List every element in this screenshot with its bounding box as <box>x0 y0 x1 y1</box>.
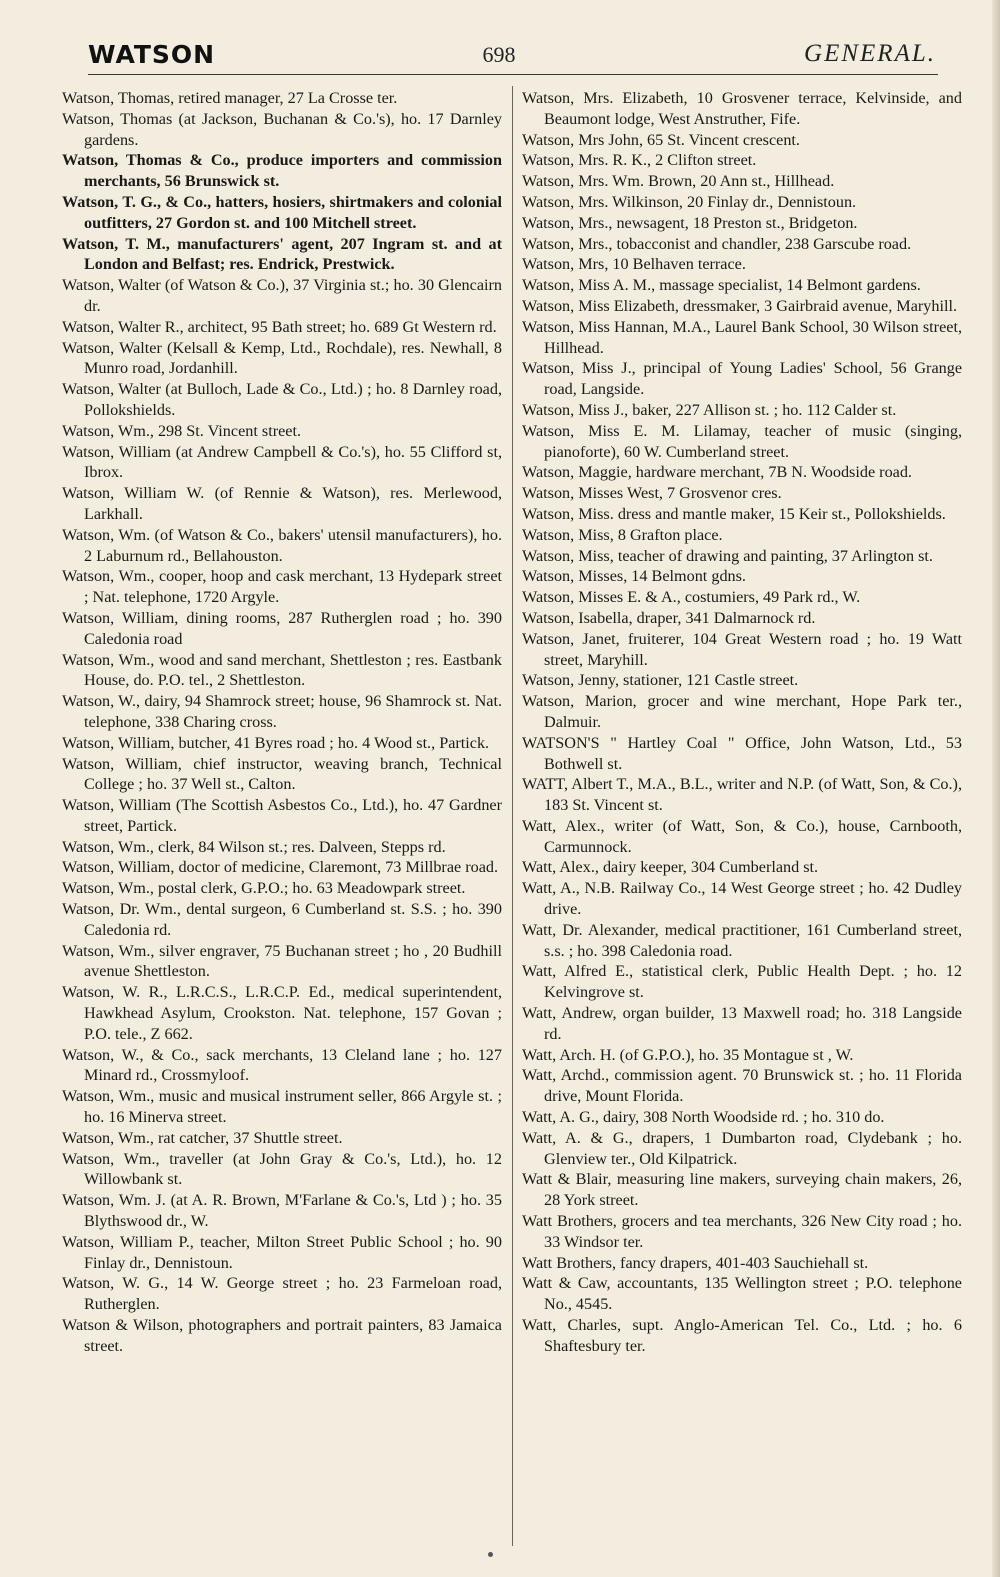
directory-entry: Watson, Walter (of Watson & Co.), 37 Virginia st.; ho. 30 Glencairn dr. <box>62 276 502 315</box>
directory-entry: Watson, Miss Elizabeth, dressmaker, 3 Gairbraid avenue, Maryhill. <box>522 296 957 315</box>
directory-entry: Watt & Blair, measuring line makers, surveying chain makers, 26, 28 York street. <box>522 1170 962 1210</box>
directory-entry: Watson, Wm., wood and sand merchant, Shettleston ; res. Eastbank House, do. P.O. tel., 2 Shettleston. <box>62 650 502 690</box>
directory-entry: Watson, Miss A. M., massage specialist, 14 Belmont gardens. <box>522 276 921 295</box>
directory-entry: Watson, Janet, fruiterer, 104 Great Western road ; ho. 19 Watt street, Maryhill. <box>522 629 962 669</box>
directory-entry: Watson, William, butcher, 41 Byres road ; ho. 4 Wood st., Partick. <box>62 733 490 752</box>
directory-entry: Watson, T. M., manufacturers' agent, 207 Ingram st. and at London and Belfast; res. Endrick, Prestwick. <box>62 234 502 274</box>
running-head-left: WATSON <box>88 40 216 69</box>
directory-entry: Watt, Alex., dairy keeper, 304 Cumberland st. <box>522 858 819 877</box>
directory-entry: Watson, William P., teacher, Milton Street Public School ; ho. 90 Finlay dr., Dennistoun. <box>62 1232 502 1272</box>
directory-entry: Watson, William (at Andrew Campbell & Co.'s), ho. 55 Clifford st, Ibrox. <box>62 442 502 482</box>
directory-entry: Watt, A. & G., drapers, 1 Dumbarton road, Clydebank ; ho. Glenview ter., Old Kilpatrick. <box>522 1128 962 1168</box>
page-number: 698 <box>482 42 516 67</box>
directory-entry: Watson, Thomas & Co., produce importers and commission merchants, 56 Brunswick st. <box>62 151 502 191</box>
directory-entry: Watson, Miss Hannan, M.A., Laurel Bank School, 30 Wilson street, Hillhead. <box>522 317 962 357</box>
directory-entry: Watson, Wm., silver engraver, 75 Buchanan street ; ho , 20 Budhill avenue Shettleston. <box>62 941 502 981</box>
directory-entry: Watson, Jenny, stationer, 121 Castle street. <box>522 671 799 690</box>
directory-entry: Watt Brothers, grocers and tea merchants, 326 New City road ; ho. 33 Windsor ter. <box>522 1212 962 1251</box>
directory-entry: Watson, Misses, 14 Belmont gdns. <box>522 567 746 586</box>
directory-entry: Watson, W., & Co., sack merchants, 13 Cleland lane ; ho. 127 Minard rd., Crossmyloof. <box>62 1045 502 1085</box>
directory-entry: Watson, Mrs., tobacconist and chandler, 238 Garscube road. <box>522 234 912 253</box>
directory-entry: Watson, Wm., music and musical instrument seller, 866 Argyle st. ; ho. 16 Minerva street. <box>62 1087 502 1127</box>
directory-entry: Watt, Arch. H. (of G.P.O.), ho. 35 Montague st , W. <box>522 1045 854 1064</box>
directory-entry: Watson, Wm. J. (at A. R. Brown, M'Farlane & Co.'s, Ltd ) ; ho. 35 Blythswood dr., W. <box>62 1191 502 1231</box>
directory-entry: Watson, W., dairy, 94 Shamrock street; house, 96 Shamrock st. Nat. telephone, 338 Charing cross. <box>62 692 502 731</box>
directory-entry: Watson, William (The Scottish Asbestos Co., Ltd.), ho. 47 Gardner street, Partick. <box>62 796 502 835</box>
directory-entry: Watson, William, doctor of medicine, Claremont, 73 Millbrae road. <box>62 858 499 877</box>
directory-entry: Watson & Wilson, photographers and portrait painters, 83 Jamaica street. <box>62 1316 502 1355</box>
directory-entry: Watson, Isabella, draper, 341 Dalmarnock rd. <box>522 608 816 627</box>
directory-entry: Watt, A. G., dairy, 308 North Woodside rd. ; ho. 310 do. <box>522 1108 885 1127</box>
directory-entry: Watson, Miss E. M. Lilamay, teacher of music (singing, pianoforte), 60 W. Cumberland street. <box>522 421 962 461</box>
directory-entry: Watson, William, chief instructor, weaving branch, Technical College ; ho. 37 Well st., Calton. <box>62 754 502 794</box>
directory-entry: Watson, W. G., 14 W. George street ; ho. 23 Farmeloan road, Rutherglen. <box>62 1274 502 1314</box>
directory-entry: Watson, Mrs John, 65 St. Vincent crescent. <box>522 130 800 149</box>
directory-entry: Watson, Wm., rat catcher, 37 Shuttle street. <box>62 1128 343 1147</box>
directory-entry: Watson, Wm., 298 St. Vincent street. <box>62 421 302 440</box>
left-column <box>62 88 502 1357</box>
directory-entry: Watt, Alfred E., statistical clerk, Public Health Dept. ; ho. 12 Kelvingrove st. <box>522 962 962 1002</box>
directory-entry: Watt & Caw, accountants, 135 Wellington street ; P.O. telephone No., 4545. <box>522 1274 962 1314</box>
right-column <box>522 88 962 1357</box>
directory-entry: Watson, Thomas, retired manager, 27 La Crosse ter. <box>62 89 398 107</box>
page-edge <box>992 0 1000 1577</box>
directory-entry: Watson, Walter (at Bulloch, Lade & Co., Ltd.) ; ho. 8 Darnley road, Pollokshields. <box>62 380 502 419</box>
page-header <box>60 34 938 78</box>
directory-entry: Watson, Miss J., principal of Young Ladies' School, 56 Grange road, Langside. <box>522 359 962 399</box>
directory-entry: Watson, Miss. dress and mantle maker, 15 Keir st., Pollokshields. <box>522 504 946 523</box>
directory-entry: Watson, Thomas (at Jackson, Buchanan & Co.'s), ho. 17 Darnley gardens. <box>62 109 502 149</box>
directory-entry: Watson, Wm. (of Watson & Co., bakers' utensil manufacturers), ho. 2 Laburnum rd., Bellahouston. <box>62 525 502 565</box>
column-divider <box>512 86 513 1546</box>
directory-entry: Watson, Mrs, 10 Belhaven terrace. <box>522 255 746 274</box>
printer-mark <box>488 1552 493 1557</box>
directory-entry: Watson, William W. (of Rennie & Watson), res. Merlewood, Larkhall. <box>62 484 502 523</box>
directory-entry: Watt, Alex., writer (of Watt, Son, & Co.), house, Carnbooth, Carmunnock. <box>522 816 962 856</box>
directory-entry: Watt, Charles, supt. Anglo-American Tel. Co., Ltd. ; ho. 6 Shaftesbury ter. <box>522 1316 962 1355</box>
directory-entry: Watson, Wm., traveller (at John Gray & Co.'s, Ltd.), ho. 12 Willowbank st. <box>62 1149 502 1189</box>
directory-entry: Watson, Mrs., newsagent, 18 Preston st., Bridgeton. <box>522 213 858 232</box>
directory-entry: Watt, Andrew, organ builder, 13 Maxwell road; ho. 318 Langside rd. <box>522 1004 962 1043</box>
directory-entry: Watt, A., N.B. Railway Co., 14 West George street ; ho. 42 Dudley drive. <box>522 879 962 919</box>
directory-entry: WATT, Albert T., M.A., B.L., writer and N.P. (of Watt, Son, & Co.), 183 St. Vincent st. <box>522 775 962 815</box>
directory-entry: Watson, Misses E. & A., costumiers, 49 Park rd., W. <box>522 588 861 607</box>
directory-entry: Watson, Mrs. R. K., 2 Clifton street. <box>522 151 757 170</box>
header-rule <box>88 74 938 75</box>
directory-entry: Watson, Maggie, hardware merchant, 7B N. Woodside road. <box>522 463 912 482</box>
directory-entry: Watson, Mrs. Elizabeth, 10 Grosvener terrace, Kelvinside, and Beaumont lodge, West Anstruther, Fife. <box>522 89 962 128</box>
directory-entry: Watt, Dr. Alexander, medical practitioner, 161 Cumberland street, s.s. ; ho. 398 Caledonia road. <box>522 920 962 960</box>
directory-entry: Watson, Walter (Kelsall & Kemp, Ltd., Rochdale), res. Newhall, 8 Munro road, Jordanhill. <box>62 338 502 378</box>
directory-entry: Watson, Miss, 8 Grafton place. <box>522 525 723 544</box>
directory-entry: Watson, Mrs. Wm. Brown, 20 Ann st., Hillhead. <box>522 172 835 191</box>
directory-entry: Watson, Misses West, 7 Grosvenor cres. <box>522 484 782 503</box>
directory-entry: Watson, Wm., cooper, hoop and cask merchant, 13 Hydepark street ; Nat. telephone, 1720 Argyle. <box>62 567 502 607</box>
directory-entry: Watson, Miss, teacher of drawing and painting, 37 Arlington st. <box>522 546 933 565</box>
directory-entry: Watson, Wm., clerk, 84 Wilson st.; res. Dalveen, Stepps rd. <box>62 837 446 856</box>
directory-entry: Watson, Miss J., baker, 227 Allison st. ; ho. 112 Calder st. <box>522 400 897 419</box>
directory-entry: Watson, T. G., & Co., hatters, hosiers, shirtmakers and colonial outfitters, 27 Gordon st. and 100 Mitchell street. <box>62 192 502 232</box>
directory-entry: Watson, Wm., postal clerk, G.P.O.; ho. 63 Meadowpark street. <box>62 879 466 898</box>
directory-entry: Watt, Archd., commission agent. 70 Brunswick st. ; ho. 11 Florida drive, Mount Florida. <box>522 1066 962 1106</box>
running-head-right: GENERAL. <box>804 40 936 67</box>
directory-entry: Watson, Walter R., architect, 95 Bath street; ho. 689 Gt Western rd. <box>62 317 497 336</box>
directory-entry: Watson, Marion, grocer and wine merchant, Hope Park ter., Dalmuir. <box>522 692 962 731</box>
directory-entry: Watt Brothers, fancy drapers, 401-403 Sauchiehall st. <box>522 1253 869 1272</box>
directory-entry: Watson, Dr. Wm., dental surgeon, 6 Cumberland st. S.S. ; ho. 390 Caledonia rd. <box>62 900 502 939</box>
directory-entry: Watson, Mrs. Wilkinson, 20 Finlay dr., Dennistoun. <box>522 192 857 211</box>
directory-entry: WATSON'S " Hartley Coal " Office, John Watson, Ltd., 53 Bothwell st. <box>522 733 962 773</box>
directory-entry: Watson, William, dining rooms, 287 Rutherglen road ; ho. 390 Caledonia road <box>62 608 502 648</box>
directory-entry: Watson, W. R., L.R.C.S., L.R.C.P. Ed., medical superintendent, Hawkhead Asylum, Crookston. Nat. telephone, 157 Govan ; P.O. tele., Z 662. <box>62 983 502 1043</box>
